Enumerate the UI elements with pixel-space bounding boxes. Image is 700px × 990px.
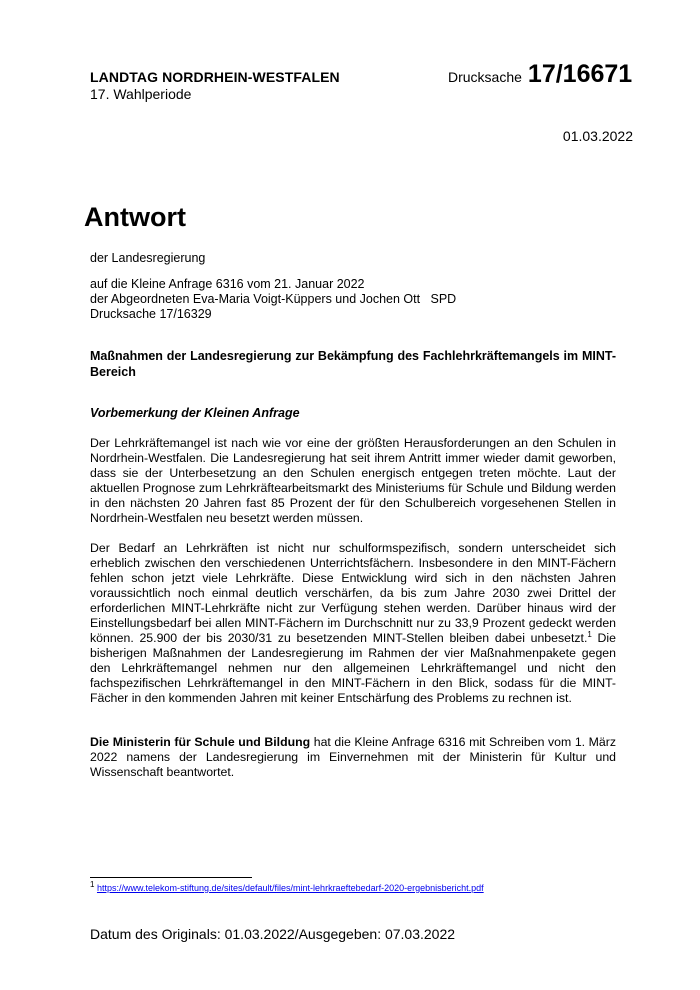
inquiry-line-3: Drucksache 17/16329 (90, 307, 212, 321)
subject-heading: Maßnahmen der Landesregierung zur Bekämpfung des Fachlehrkräftemangels im MINT-Bereich (90, 349, 616, 379)
paragraph-2 (90, 541, 616, 706)
footnote-link[interactable]: https://www.telekom-stiftung.de/sites/default/files/mint-lehrkraeftebedarf-2020-ergebnisbericht.pdf (96, 883, 484, 893)
document-title: Antwort (84, 202, 186, 232)
drucksache-label: Drucksache (448, 69, 522, 85)
issuer: der Landesregierung (90, 251, 206, 265)
paragraph-1: Der Lehrkräftemangel ist nach wie vor eine der größten Herausforderungen an den Schulen in Nordrhein-Westfalen. Die Landesregierung hat seit ihrem Antritt immer wieder damit geworben, dass sie der Unterbesetzung an den Schulen energisch entgegen treten möchte. Laut der aktuellen Prognose zum Lehrkräftearbeitsmarkt des Ministeriums für Schule und Bildung werden in den nächsten 20 Jahren fast 85 Prozent der für den Schulbereich vorgesehenen Stellen in Nordrhein-Westfalen neu besetzt werden müssen. (90, 436, 616, 525)
ministry-name: Die Ministerin für Schule und Bildung (90, 735, 311, 749)
inquiry-line-1: auf die Kleine Anfrage 6316 vom 21. Januar 2022 (90, 277, 365, 291)
footnote (90, 880, 484, 893)
parliament-name: LANDTAG NORDRHEIN-WESTFALEN (90, 69, 340, 85)
header-left (90, 69, 340, 103)
drucksache-header (448, 60, 632, 89)
legislative-period: 17. Wahlperiode (90, 86, 192, 102)
footnote-divider (90, 877, 252, 878)
footnote-number: 1 (90, 880, 95, 889)
inquiry-reference (90, 277, 456, 322)
drucksache-number: 17/16671 (527, 60, 633, 88)
paragraph-3 (90, 735, 616, 780)
document-date: 01.03.2022 (562, 128, 633, 144)
footnote-reference[interactable]: 1 (587, 629, 592, 639)
inquiry-line-2: der Abgeordneten Eva-Maria Voigt-Küppers und Jochen Ott SPD (90, 292, 457, 306)
footer-dates: Datum des Originals: 01.03.2022/Ausgegeben: 07.03.2022 (90, 926, 456, 942)
paragraph-3-rest: hat die Kleine Anfrage 6316 mit Schreiben vom 1. März 2022 namens der Landesregierung im Einvernehmen mit der Ministerin für Kultur und Wissenschaft beantwortet. (90, 735, 616, 779)
preliminary-remark-heading: Vorbemerkung der Kleinen Anfrage (90, 406, 300, 420)
paragraph-2-part-b: Die bisherigen Maßnahmen der Landesregierung im Rahmen der vier Maßnahmenpakete gegen den Lehrkräftemangel nehmen nur den allgemeinen Lehrkräftemangel und nicht den fachspezifischen Lehrkräftemangel in den MINT-Fächern in den Blick, sodass für die MINT-Fächer in den kommenden Jahren mit keiner Entschärfung des Problems zu rechnen ist. (90, 631, 616, 705)
paragraph-2-part-a: Der Bedarf an Lehrkräften ist nicht nur schulformspezifisch, sondern unterscheidet sich erheblich zwischen den verschiedenen Unterrichtsfächern. Insbesondere in den MINT-Fächern fehlen schon jetzt viele Lehrkräfte. Diese Entwicklung wird sich in den nächsten Jahren voraussichtlich noch einmal deutlich verschärfen, da bis zum Jahre 2030 zwei Drittel der erforderlichen MINT-Lehrkräfte nicht zur Verfügung stehen werden. Darüber hinaus wird der Einstellungsbedarf bei allen MINT-Fächern im Durchschnitt nur zu 33,9 Prozent gedeckt werden können. 25.900 der bis 2030/31 zu besetzenden MINT-Stellen bleiben dabei unbesetzt. (90, 541, 616, 645)
